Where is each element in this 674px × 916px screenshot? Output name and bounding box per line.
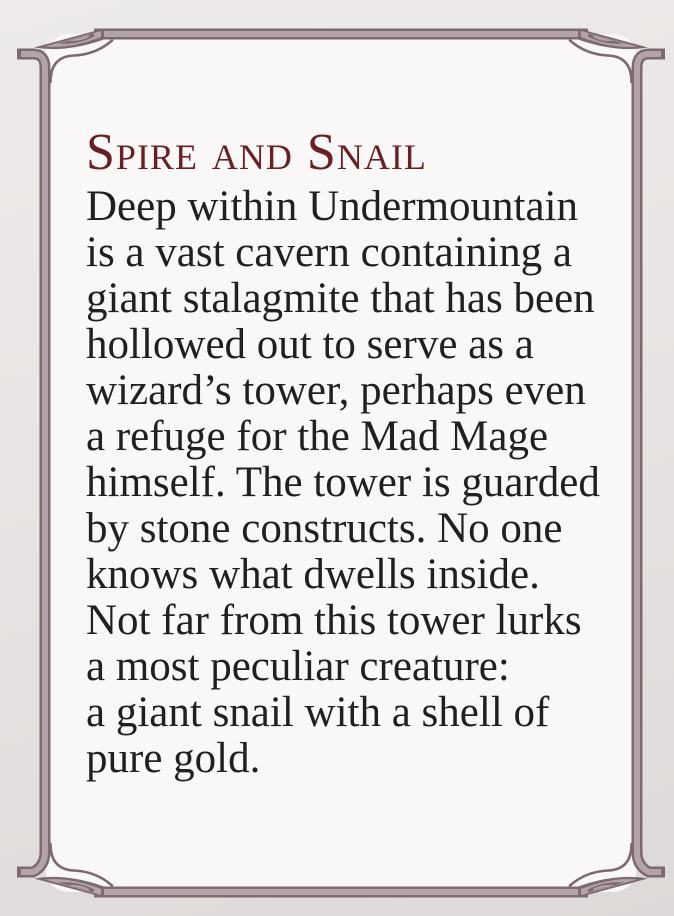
body-line: a refuge for the Mad Mage <box>86 413 549 460</box>
body-line: himself. The tower is guarded <box>86 459 600 506</box>
body-line: a most peculiar creature: <box>86 643 510 690</box>
body-line: giant stalagmite that has been <box>86 275 595 322</box>
body-line: knows what dwells inside. <box>86 551 540 598</box>
body-line: by stone constructs. No one <box>86 505 563 552</box>
body-line: wizard’s tower, perhaps even <box>86 367 586 414</box>
card-body <box>86 184 632 782</box>
body-line: Deep within Undermountain <box>86 183 579 230</box>
card-title: Spire and Snail <box>86 124 427 181</box>
body-line: is a vast cavern containing a <box>86 229 572 276</box>
card <box>86 126 632 782</box>
body-line: a giant snail with a shell of <box>86 689 550 736</box>
body-line: pure gold. <box>86 735 261 782</box>
body-line: Not far from this tower lurks <box>86 597 582 644</box>
body-line: hollowed out to serve as a <box>86 321 534 368</box>
